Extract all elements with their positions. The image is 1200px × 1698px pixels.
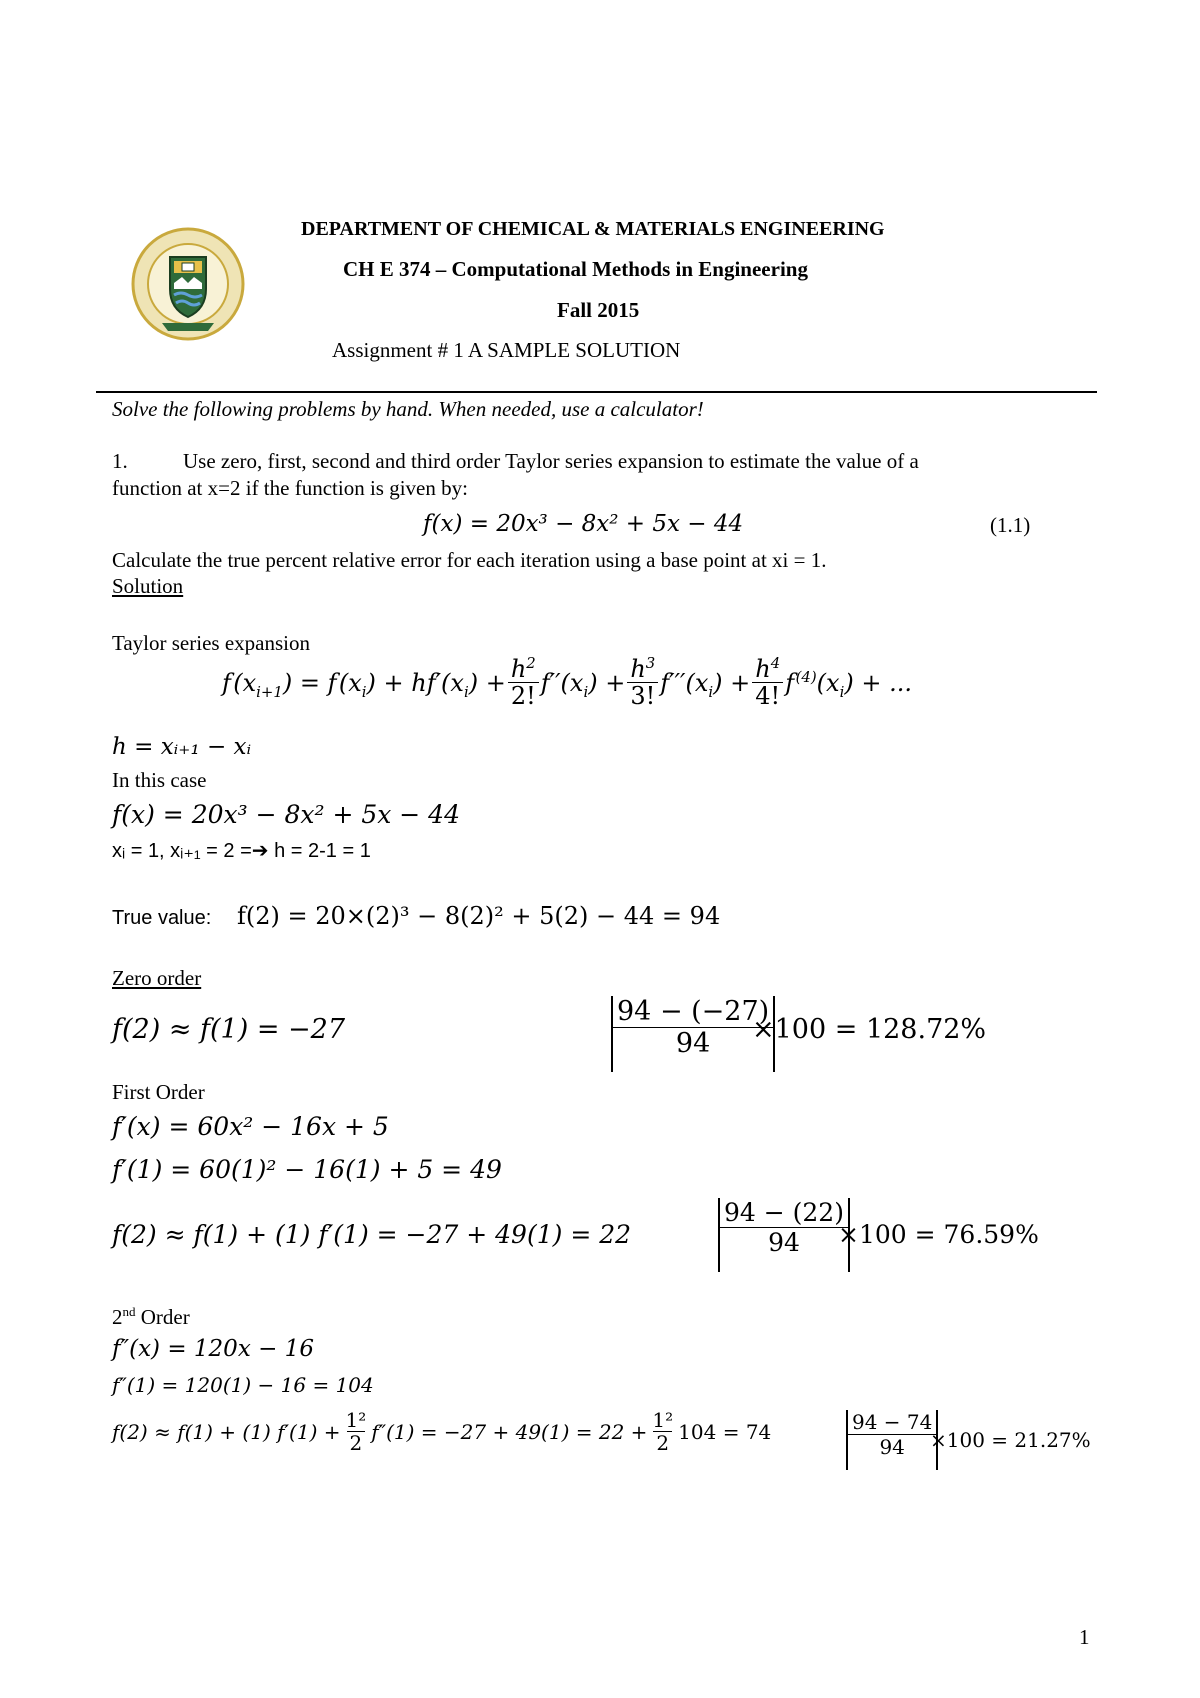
second-order-error-numerator: 94 − 74 <box>848 1410 936 1435</box>
second-order-frac-den-1: 2 <box>347 1431 366 1454</box>
problem-text-line1: Use zero, first, second and third order Taylor series expansion to estimate the value of a <box>183 449 919 473</box>
second-order-derivative: f″(x) = 120x − 16 <box>112 1336 314 1362</box>
second-order-heading-rest: Order <box>135 1305 190 1329</box>
second-order-approx-c: 104 = 74 <box>678 1420 772 1444</box>
case-label: In this case <box>112 768 207 792</box>
second-order-error-result: ×100 = 21.27% <box>930 1428 1091 1452</box>
h-definition: h = xᵢ₊₁ − xᵢ <box>112 734 252 760</box>
taylor-series-formula: f $(x_{i+1}) = f$ $(x_i) + hf'(x_i)$ + $\frac{h^2}{2!}$ $f''(x_i)$ + $\frac{h^3}{3!}$ $f'''(x_i)$ + $\frac{h^4}{4!}$ f $^{(4)}(x_i)$ + ... <box>222 654 912 711</box>
second-order-error-box <box>846 1410 938 1470</box>
second-order-frac-num-2: 1² <box>652 1408 674 1432</box>
second-order-approx-a: f(2) ≈ f(1) + (1) f′(1) + <box>112 1420 341 1444</box>
header-divider <box>96 391 1097 393</box>
second-order-heading-base: 2 <box>112 1305 123 1329</box>
second-order-error-denominator: 94 <box>879 1435 905 1459</box>
first-order-approx: f(2) ≈ f(1) + (1) f′(1) = −27 + 49(1) = 22 <box>112 1220 632 1249</box>
case-equation: f(x) = 20x³ − 8x² + 5x − 44 <box>112 800 460 829</box>
points-definition: xᵢ = 1, xᵢ₊₁ = 2 =➔ h = 2-1 = 1 <box>112 840 371 862</box>
zero-order-heading: Zero order <box>112 966 202 990</box>
first-order-derivative: f′(x) = 60x² − 16x + 5 <box>112 1112 389 1141</box>
second-order-frac-den-2: 2 <box>653 1431 672 1454</box>
solution-label: Solution <box>112 574 184 598</box>
assignment-title: Assignment # 1 A SAMPLE SOLUTION <box>332 338 681 362</box>
zero-order-error-denominator: 94 <box>675 1028 711 1059</box>
problem-text-line2: function at x=2 if the function is given by: <box>112 476 468 500</box>
second-order-derivative-eval: f″(1) = 120(1) − 16 = 104 <box>112 1373 374 1397</box>
zero-order-error-box <box>611 996 775 1072</box>
zero-order-error-result: ×100 = 128.72% <box>752 1014 987 1045</box>
term-label: Fall 2015 <box>557 298 640 322</box>
university-logo <box>122 227 254 341</box>
course-title: CH E 374 – Computational Methods in Engineering <box>343 257 808 281</box>
second-order-heading <box>112 1305 190 1330</box>
instructions-text: Solve the following problems by hand. When needed, use a calculator! <box>112 397 704 421</box>
true-value-equation: f(2) = 20×(2)³ − 8(2)² + 5(2) − 44 = 94 <box>237 902 721 930</box>
second-order-heading-sup: nd <box>122 1304 136 1319</box>
first-order-derivative-eval: f′(1) = 60(1)² − 16(1) + 5 = 49 <box>112 1155 502 1184</box>
second-order-approx <box>112 1410 771 1454</box>
second-order-frac-num-1: 1² <box>345 1408 367 1432</box>
first-order-error-result: ×100 = 76.59% <box>838 1220 1039 1249</box>
department-title: DEPARTMENT OF CHEMICAL & MATERIALS ENGINEERING <box>301 218 885 240</box>
second-order-approx-b: f″(1) = −27 + 49(1) = 22 + <box>371 1420 648 1444</box>
first-order-error-denominator: 94 <box>768 1228 800 1257</box>
page-number: 1 <box>1079 1625 1090 1649</box>
zero-order-approx: f(2) ≈ f(1) = −27 <box>112 1014 346 1045</box>
equation-label: (1.1) <box>990 513 1031 537</box>
first-order-heading: First Order <box>112 1080 205 1104</box>
first-order-error-box <box>718 1198 850 1272</box>
zero-order-error-numerator: 94 − (−27) <box>613 996 773 1028</box>
first-order-error-numerator: 94 − (22) <box>720 1198 848 1228</box>
true-value-label: True value: <box>112 907 212 929</box>
problem-number: 1. <box>112 449 128 473</box>
taylor-heading: Taylor series expansion <box>112 631 310 655</box>
problem-equation: f(x) = 20x³ − 8x² + 5x − 44 <box>423 511 744 537</box>
problem-text-line3: Calculate the true percent relative error for each iteration using a base point at xi = 1. <box>112 548 827 572</box>
